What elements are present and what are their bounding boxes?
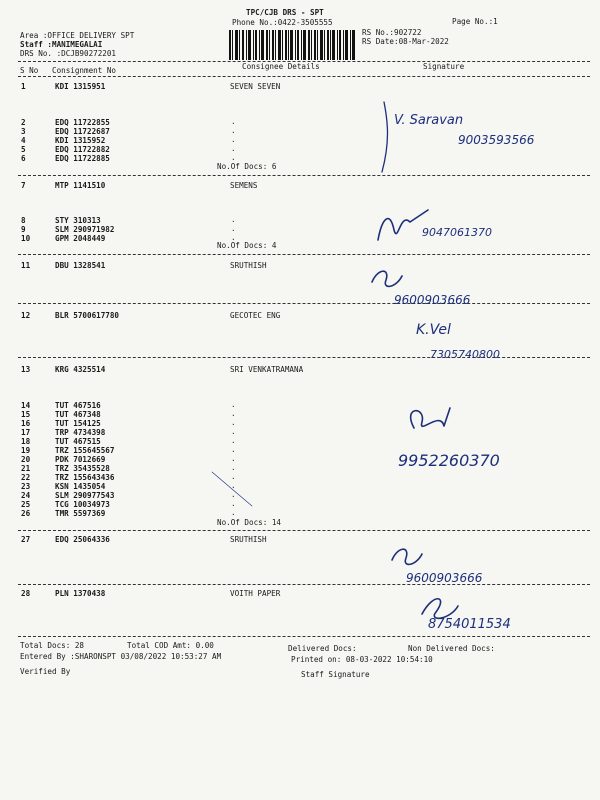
phone-number: Phone No.:0422-3505555 [232, 18, 333, 27]
no-of-docs: No.Of Docs: 14 [217, 518, 282, 527]
item-sno: 19 [21, 446, 31, 455]
item-consignment: EDQ 11722855 [55, 118, 110, 127]
item-sno: 6 [21, 154, 26, 163]
row-consignee: SEVEN SEVEN [230, 82, 281, 91]
row-sno: 1 [21, 82, 26, 91]
row-consignee: SRUTHISH [230, 535, 267, 544]
row-consignment: PLN 1370438 [55, 589, 106, 598]
drs-number: DRS No. :DCJB90272201 [20, 49, 117, 58]
item-consignment: STY 310313 [55, 216, 101, 225]
row-sno: 7 [21, 181, 26, 190]
item-consignment: EDQ 11722885 [55, 154, 110, 163]
dot-marks: . . . . . [231, 117, 236, 162]
item-sno: 24 [21, 491, 31, 500]
header-divider-bottom [18, 76, 590, 77]
verified-by: Verified By [20, 667, 71, 676]
item-consignment: TUT 154125 [55, 419, 101, 428]
item-consignment: EDQ 11722882 [55, 145, 110, 154]
item-sno: 17 [21, 428, 31, 437]
handwritten-signature [412, 312, 572, 362]
row-sno: 27 [21, 535, 31, 544]
item-consignment: TUT 467516 [55, 401, 101, 410]
column-signature: Signature [423, 62, 465, 71]
item-consignment: KSN 1435054 [55, 482, 106, 491]
item-sno: 3 [21, 127, 26, 136]
report-title: TPC/CJB DRS - SPT [246, 8, 324, 17]
row-consignee: SRUTHISH [230, 261, 267, 270]
item-consignment: EDQ 11722687 [55, 127, 110, 136]
column-consignment: Consignment No [52, 66, 117, 75]
row-consignment: EDQ 25064336 [55, 535, 110, 544]
item-consignment: TMR 5597369 [55, 509, 106, 518]
handwritten-signature [368, 262, 508, 308]
item-sno: 18 [21, 437, 31, 446]
no-of-docs: No.Of Docs: 6 [217, 162, 277, 171]
dot-marks: . . . . . . . . . . . . . [231, 400, 236, 517]
item-consignment: TUT 467348 [55, 410, 101, 419]
item-sno: 22 [21, 473, 31, 482]
item-sno: 21 [21, 464, 31, 473]
handwritten-signature [414, 588, 574, 638]
item-consignment: TCG 10034973 [55, 500, 110, 509]
item-sno: 4 [21, 136, 26, 145]
row-sno: 28 [21, 589, 31, 598]
no-of-docs: No.Of Docs: 4 [217, 241, 277, 250]
item-sno: 5 [21, 145, 26, 154]
row-consignment: BLR 5700617780 [55, 311, 120, 320]
item-consignment: TUT 467515 [55, 437, 101, 446]
item-sno: 8 [21, 216, 26, 225]
svg-text:9047061370: 9047061370 [422, 226, 492, 239]
item-sno: 26 [21, 509, 31, 518]
non-delivered-docs: Non Delivered Docs: [408, 644, 495, 653]
svg-text:9600903666: 9600903666 [406, 571, 483, 585]
stray-pen-mark [208, 470, 258, 510]
row-sno: 12 [21, 311, 31, 320]
svg-text:9952260370: 9952260370 [398, 451, 500, 470]
item-sno: 15 [21, 410, 31, 419]
barcode-image [229, 30, 355, 60]
handwritten-signature [392, 398, 542, 478]
item-sno: 2 [21, 118, 26, 127]
staff-label: Staff :MANIMEGALAI [20, 40, 103, 49]
staff-signature: Staff Signature [301, 670, 370, 679]
dot-marks: . . . [231, 215, 236, 242]
row-consignee: GECOTEC ENG [230, 311, 281, 320]
handwritten-signature [388, 540, 518, 588]
item-consignment: GPM 2048449 [55, 234, 106, 243]
handwritten-signature [370, 92, 560, 182]
row-sno: 11 [21, 261, 31, 270]
entered-by: Entered By :SHARONSPT 03/08/2022 10:53:27 AM [20, 652, 222, 661]
column-sno: S No [20, 66, 39, 75]
row-consignee: SRI VENKATRAMANA [230, 365, 304, 374]
page-number: Page No.:1 [452, 17, 498, 26]
handwritten-signature [370, 200, 530, 260]
item-sno: 23 [21, 482, 31, 491]
row-consignment: KDI 1315951 [55, 82, 106, 91]
total-cod-amount: Total COD Amt: 0.00 [127, 641, 214, 650]
rs-number: RS No.:902722 [362, 28, 422, 37]
group-divider [18, 530, 590, 531]
row-consignment: MTP 1141510 [55, 181, 106, 190]
item-consignment: SLM 290971982 [55, 225, 115, 234]
printed-on: Printed on: 08-03-2022 10:54:10 [291, 655, 433, 664]
item-sno: 16 [21, 419, 31, 428]
item-consignment: TRP 4734398 [55, 428, 106, 437]
svg-text:V. Saravan: V. Saravan [394, 113, 464, 128]
row-consignee: VOITH PAPER [230, 589, 281, 598]
total-docs: Total Docs: 28 [20, 641, 85, 650]
row-sno: 13 [21, 365, 31, 374]
rs-date: RS Date:08-Mar-2022 [362, 37, 449, 46]
svg-text:K.Vel: K.Vel [416, 322, 451, 338]
item-sno: 25 [21, 500, 31, 509]
item-consignment: TRZ 35435528 [55, 464, 110, 473]
item-sno: 10 [21, 234, 31, 243]
area-label: Area :OFFICE DELIVERY SPT [20, 31, 135, 40]
svg-text:9003593566: 9003593566 [458, 133, 535, 147]
item-sno: 9 [21, 225, 26, 234]
item-consignment: SLM 290977543 [55, 491, 115, 500]
row-consignment: KRG 4325514 [55, 365, 106, 374]
item-consignment: PDK 7012669 [55, 455, 106, 464]
column-consignee: Consignee Details [242, 62, 320, 71]
svg-text:7305740800: 7305740800 [430, 348, 500, 361]
svg-text:8754011534: 8754011534 [428, 617, 511, 632]
row-consignment: DBU 1328541 [55, 261, 106, 270]
item-sno: 20 [21, 455, 31, 464]
item-consignment: TRZ 155643436 [55, 473, 115, 482]
delivered-docs: Delivered Docs: [288, 644, 357, 653]
item-sno: 14 [21, 401, 31, 410]
row-consignee: SEMENS [230, 181, 258, 190]
item-consignment: TRZ 155645567 [55, 446, 115, 455]
svg-text:9600903666: 9600903666 [394, 293, 471, 307]
item-consignment: KDI 1315952 [55, 136, 106, 145]
